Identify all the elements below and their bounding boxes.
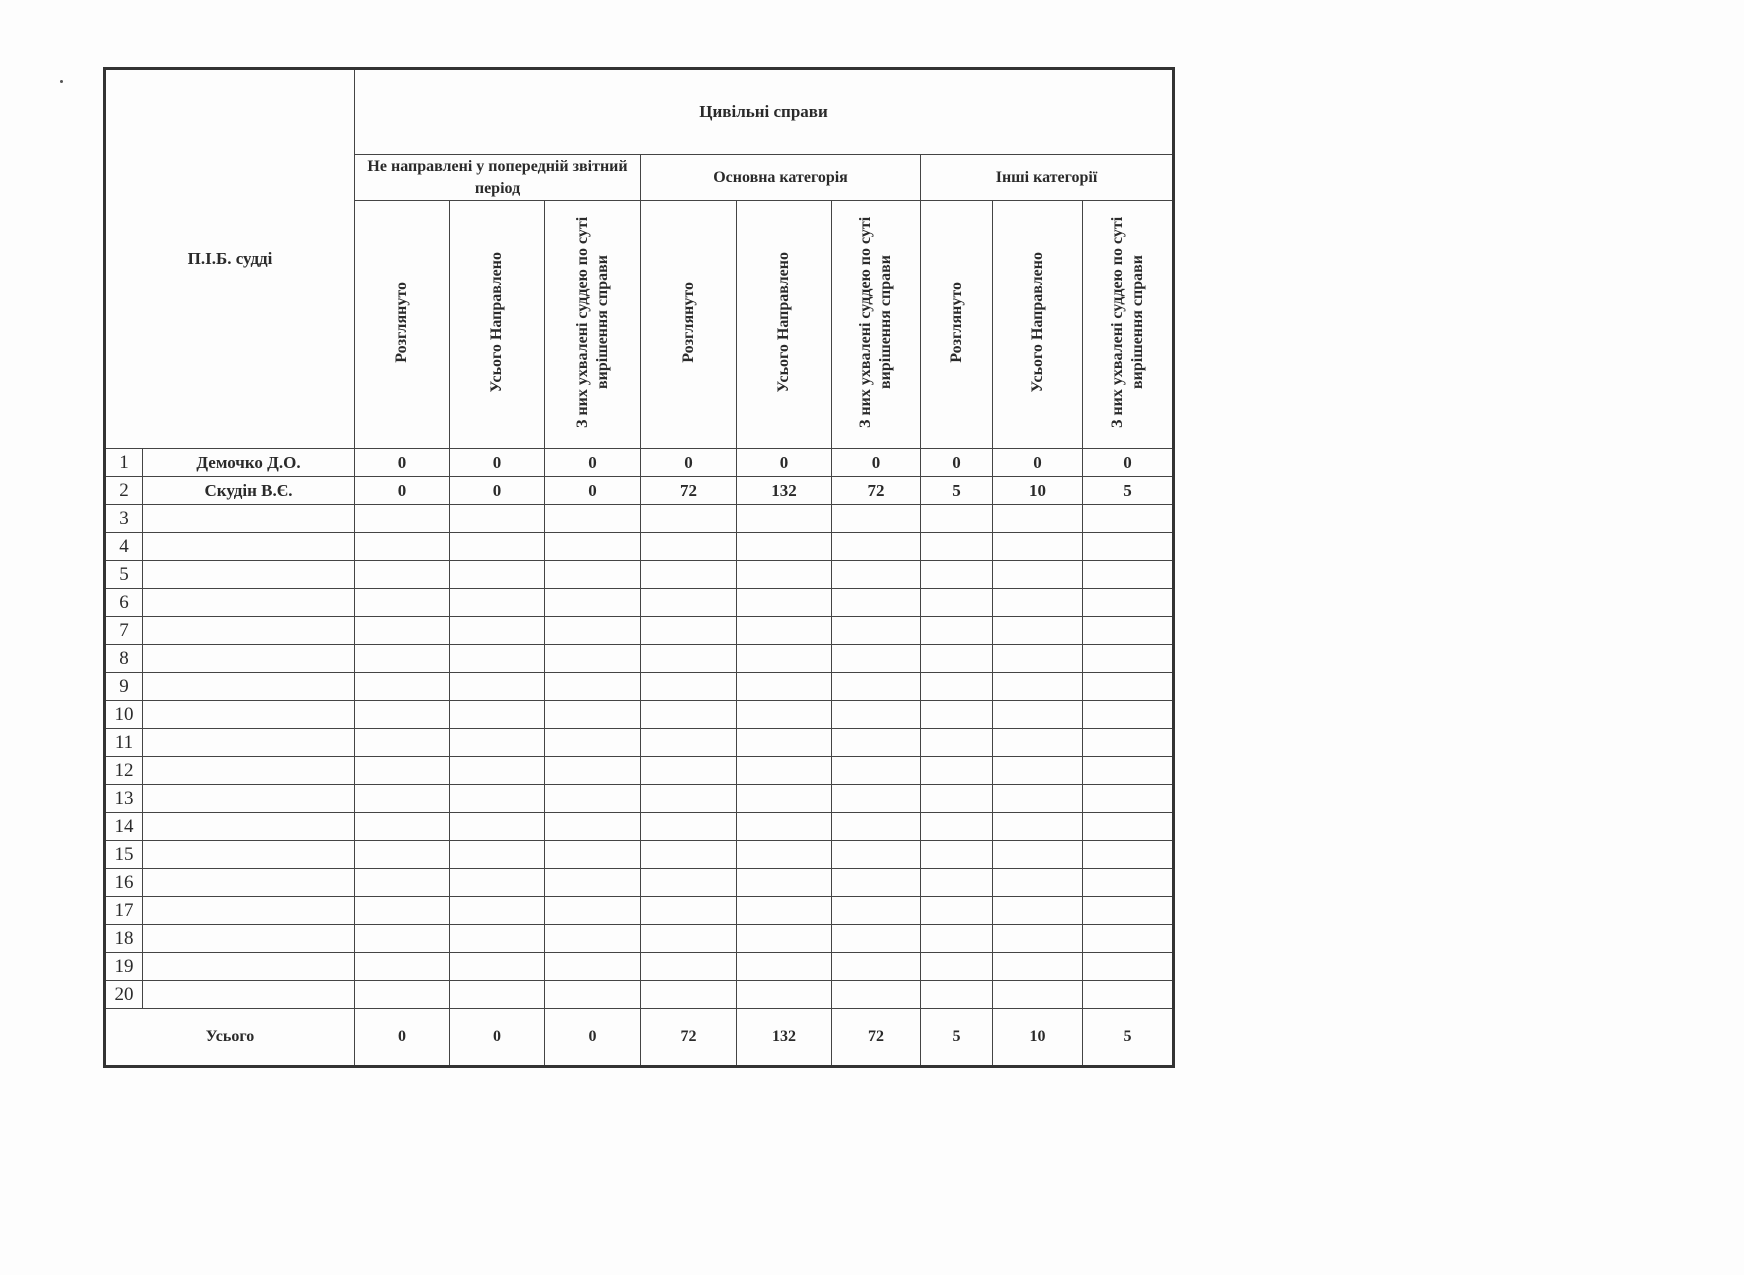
value-cell [355, 981, 450, 1009]
value-cell [737, 533, 832, 561]
row-number: 18 [105, 925, 143, 953]
table-row [105, 701, 1174, 729]
value-cell [450, 505, 545, 533]
value-cell [355, 869, 450, 897]
value-cell [993, 533, 1083, 561]
column-header-label: Усього Направлено [488, 251, 506, 393]
column-header-label: Розглянуто [393, 281, 411, 363]
table-row [105, 645, 1174, 673]
table-row [105, 589, 1174, 617]
column-header-label: Усього Направлено [1028, 251, 1046, 393]
value-cell [993, 561, 1083, 589]
value-cell [545, 617, 641, 645]
value-cell [993, 841, 1083, 869]
value-cell [450, 589, 545, 617]
judge-name-cell [143, 953, 355, 981]
value-cell [921, 925, 993, 953]
value-cell [921, 981, 993, 1009]
value-cell: 5 [1083, 477, 1174, 505]
table-row [105, 477, 1174, 505]
value-cell: 10 [993, 477, 1083, 505]
judge-name-cell: Скудін В.Є. [143, 477, 355, 505]
table-row [105, 561, 1174, 589]
judge-name-cell [143, 869, 355, 897]
value-cell [921, 869, 993, 897]
row-number: 13 [105, 785, 143, 813]
value-cell [921, 701, 993, 729]
value-cell [545, 869, 641, 897]
value-cell [993, 869, 1083, 897]
value-cell: 0 [355, 449, 450, 477]
value-cell [355, 645, 450, 673]
judge-name-cell [143, 729, 355, 757]
value-cell [832, 981, 921, 1009]
judge-name-cell [143, 981, 355, 1009]
column-header [1083, 201, 1174, 449]
judge-name-cell [143, 617, 355, 645]
value-cell: 0 [450, 477, 545, 505]
value-cell [921, 673, 993, 701]
table-row [105, 953, 1174, 981]
value-cell [450, 729, 545, 757]
value-cell [450, 533, 545, 561]
value-cell: 0 [993, 449, 1083, 477]
value-cell [832, 617, 921, 645]
value-cell [545, 505, 641, 533]
value-cell [921, 645, 993, 673]
value-cell [832, 953, 921, 981]
judge-name-cell [143, 757, 355, 785]
value-cell [641, 729, 737, 757]
value-cell: 0 [641, 449, 737, 477]
column-header [641, 201, 737, 449]
judge-name-cell [143, 897, 355, 925]
value-cell [1083, 617, 1174, 645]
total-value-cell: 72 [832, 1009, 921, 1067]
value-cell [993, 729, 1083, 757]
value-cell [641, 533, 737, 561]
column-header-label: Усього Направлено [775, 251, 793, 393]
value-cell [545, 785, 641, 813]
column-header-label: Розглянуто [679, 281, 697, 363]
value-cell: 72 [832, 477, 921, 505]
value-cell [1083, 729, 1174, 757]
group-header-main-category: Основна категорія [641, 155, 921, 201]
column-header [355, 201, 450, 449]
value-cell [1083, 953, 1174, 981]
row-number: 1 [105, 449, 143, 477]
scan-speck [60, 80, 63, 83]
value-cell [641, 813, 737, 841]
value-cell [545, 925, 641, 953]
value-cell [355, 925, 450, 953]
value-cell [737, 925, 832, 953]
value-cell [545, 729, 641, 757]
group-header-other-categories: Інші категорії [921, 155, 1174, 201]
value-cell [993, 673, 1083, 701]
value-cell [355, 729, 450, 757]
row-number: 14 [105, 813, 143, 841]
total-value-cell: 0 [545, 1009, 641, 1067]
value-cell [545, 981, 641, 1009]
judge-name-cell [143, 561, 355, 589]
table-row [105, 925, 1174, 953]
value-cell [450, 869, 545, 897]
value-cell [450, 813, 545, 841]
value-cell [355, 813, 450, 841]
value-cell [355, 589, 450, 617]
value-cell [545, 813, 641, 841]
row-number: 16 [105, 869, 143, 897]
value-cell [450, 785, 545, 813]
value-cell [921, 841, 993, 869]
value-cell [921, 897, 993, 925]
value-cell [832, 897, 921, 925]
total-value-cell: 72 [641, 1009, 737, 1067]
value-cell [993, 617, 1083, 645]
table-row [105, 729, 1174, 757]
row-number: 11 [105, 729, 143, 757]
value-cell [545, 953, 641, 981]
value-cell [737, 729, 832, 757]
value-cell [737, 673, 832, 701]
value-cell: 0 [545, 449, 641, 477]
row-number: 10 [105, 701, 143, 729]
value-cell [832, 645, 921, 673]
column-header [832, 201, 921, 449]
value-cell [737, 645, 832, 673]
value-cell [641, 617, 737, 645]
value-cell [993, 953, 1083, 981]
value-cell [355, 505, 450, 533]
value-cell [641, 925, 737, 953]
value-cell [355, 561, 450, 589]
value-cell [737, 897, 832, 925]
value-cell [832, 785, 921, 813]
row-number: 15 [105, 841, 143, 869]
value-cell [545, 757, 641, 785]
table-row [105, 673, 1174, 701]
value-cell [355, 897, 450, 925]
value-cell [355, 673, 450, 701]
value-cell [737, 813, 832, 841]
value-cell [832, 869, 921, 897]
value-cell [832, 757, 921, 785]
row-number: 7 [105, 617, 143, 645]
value-cell [450, 757, 545, 785]
table-row [105, 869, 1174, 897]
value-cell: 0 [450, 449, 545, 477]
row-number: 5 [105, 561, 143, 589]
value-cell [921, 589, 993, 617]
column-header-label: Розглянуто [947, 281, 965, 363]
value-cell [921, 505, 993, 533]
value-cell [641, 505, 737, 533]
value-cell [921, 561, 993, 589]
judge-name-cell [143, 813, 355, 841]
value-cell: 0 [1083, 449, 1174, 477]
value-cell [1083, 673, 1174, 701]
value-cell [355, 757, 450, 785]
value-cell [921, 729, 993, 757]
value-cell: 5 [921, 477, 993, 505]
value-cell [1083, 813, 1174, 841]
value-cell: 0 [921, 449, 993, 477]
value-cell [355, 533, 450, 561]
judge-name-cell [143, 533, 355, 561]
table-row [105, 981, 1174, 1009]
value-cell [545, 897, 641, 925]
value-cell [832, 561, 921, 589]
judge-name-cell [143, 785, 355, 813]
row-number: 9 [105, 673, 143, 701]
value-cell: 0 [545, 477, 641, 505]
value-cell [737, 841, 832, 869]
value-cell: 0 [355, 477, 450, 505]
row-number: 4 [105, 533, 143, 561]
total-value-cell: 0 [450, 1009, 545, 1067]
table-row [105, 617, 1174, 645]
value-cell [832, 813, 921, 841]
value-cell [737, 757, 832, 785]
value-cell [641, 897, 737, 925]
total-value-cell: 5 [921, 1009, 993, 1067]
value-cell [1083, 645, 1174, 673]
value-cell [355, 701, 450, 729]
row-number: 6 [105, 589, 143, 617]
table-row [105, 813, 1174, 841]
value-cell [545, 533, 641, 561]
value-cell [1083, 785, 1174, 813]
value-cell [641, 869, 737, 897]
row-number: 19 [105, 953, 143, 981]
value-cell [1083, 925, 1174, 953]
value-cell [545, 841, 641, 869]
value-cell [355, 841, 450, 869]
value-cell [993, 757, 1083, 785]
judge-name-cell [143, 841, 355, 869]
value-cell [450, 673, 545, 701]
value-cell [641, 785, 737, 813]
value-cell: 132 [737, 477, 832, 505]
value-cell [450, 897, 545, 925]
value-cell [1083, 841, 1174, 869]
value-cell [1083, 561, 1174, 589]
value-cell [737, 953, 832, 981]
value-cell [450, 701, 545, 729]
civil-cases-header: Цивільні справи [355, 69, 1174, 155]
total-value-cell: 132 [737, 1009, 832, 1067]
row-number: 3 [105, 505, 143, 533]
value-cell [355, 785, 450, 813]
judge-name-cell [143, 925, 355, 953]
civil-cases-report-table [103, 67, 1175, 1068]
value-cell [832, 841, 921, 869]
value-cell [993, 505, 1083, 533]
value-cell [545, 673, 641, 701]
value-cell [641, 561, 737, 589]
column-header [921, 201, 993, 449]
value-cell [1083, 505, 1174, 533]
value-cell [832, 729, 921, 757]
total-value-cell: 10 [993, 1009, 1083, 1067]
value-cell [832, 925, 921, 953]
value-cell [450, 981, 545, 1009]
value-cell [993, 785, 1083, 813]
row-number: 20 [105, 981, 143, 1009]
row-number: 8 [105, 645, 143, 673]
value-cell [545, 561, 641, 589]
value-cell [921, 757, 993, 785]
value-cell [545, 645, 641, 673]
judge-name-cell: Демочко Д.О. [143, 449, 355, 477]
value-cell [450, 645, 545, 673]
value-cell: 72 [641, 477, 737, 505]
value-cell [993, 701, 1083, 729]
value-cell [737, 589, 832, 617]
table-row [105, 841, 1174, 869]
value-cell [737, 701, 832, 729]
value-cell [832, 701, 921, 729]
value-cell [355, 953, 450, 981]
value-cell [921, 813, 993, 841]
value-cell [737, 981, 832, 1009]
value-cell [355, 617, 450, 645]
table-row [105, 449, 1174, 477]
value-cell [1083, 757, 1174, 785]
group-header-not-sent: Не направлені у попередній звітний період [355, 155, 641, 201]
value-cell [921, 617, 993, 645]
table-row [105, 757, 1174, 785]
value-cell [641, 757, 737, 785]
table-row [105, 785, 1174, 813]
value-cell [737, 561, 832, 589]
value-cell [737, 869, 832, 897]
column-header-label: З них ухвалені суддею по суті вирішення справи [573, 216, 611, 428]
judge-name-cell [143, 645, 355, 673]
value-cell [641, 953, 737, 981]
column-header [545, 201, 641, 449]
value-cell [641, 981, 737, 1009]
table-row [105, 505, 1174, 533]
value-cell [641, 701, 737, 729]
value-cell [993, 981, 1083, 1009]
column-header [450, 201, 545, 449]
column-header-label: З них ухвалені суддею по суті вирішення справи [1108, 216, 1146, 428]
value-cell [450, 925, 545, 953]
value-cell [832, 505, 921, 533]
value-cell [993, 897, 1083, 925]
value-cell [641, 841, 737, 869]
column-header [993, 201, 1083, 449]
value-cell [993, 925, 1083, 953]
value-cell [641, 645, 737, 673]
value-cell [993, 589, 1083, 617]
judge-name-header: П.І.Б. судді [105, 69, 355, 449]
column-header [737, 201, 832, 449]
value-cell [993, 813, 1083, 841]
value-cell [737, 617, 832, 645]
total-label: Усього [105, 1009, 355, 1067]
value-cell [1083, 533, 1174, 561]
value-cell [450, 841, 545, 869]
table-row [105, 897, 1174, 925]
value-cell [1083, 701, 1174, 729]
value-cell [1083, 981, 1174, 1009]
value-cell: 0 [737, 449, 832, 477]
value-cell [832, 673, 921, 701]
value-cell [832, 533, 921, 561]
value-cell [450, 953, 545, 981]
judge-name-cell [143, 505, 355, 533]
value-cell: 0 [832, 449, 921, 477]
value-cell [737, 785, 832, 813]
value-cell [641, 589, 737, 617]
row-number: 17 [105, 897, 143, 925]
value-cell [921, 533, 993, 561]
value-cell [993, 645, 1083, 673]
value-cell [1083, 589, 1174, 617]
value-cell [832, 589, 921, 617]
row-number: 2 [105, 477, 143, 505]
judge-name-cell [143, 589, 355, 617]
value-cell [1083, 869, 1174, 897]
value-cell [545, 701, 641, 729]
total-value-cell: 0 [355, 1009, 450, 1067]
value-cell [1083, 897, 1174, 925]
table-row [105, 533, 1174, 561]
value-cell [450, 561, 545, 589]
judge-name-cell [143, 701, 355, 729]
value-cell [450, 617, 545, 645]
judge-name-cell [143, 673, 355, 701]
value-cell [737, 505, 832, 533]
value-cell [921, 953, 993, 981]
value-cell [641, 673, 737, 701]
total-value-cell: 5 [1083, 1009, 1174, 1067]
row-number: 12 [105, 757, 143, 785]
column-header-label: З них ухвалені суддею по суті вирішення справи [857, 216, 895, 428]
value-cell [921, 785, 993, 813]
value-cell [545, 589, 641, 617]
